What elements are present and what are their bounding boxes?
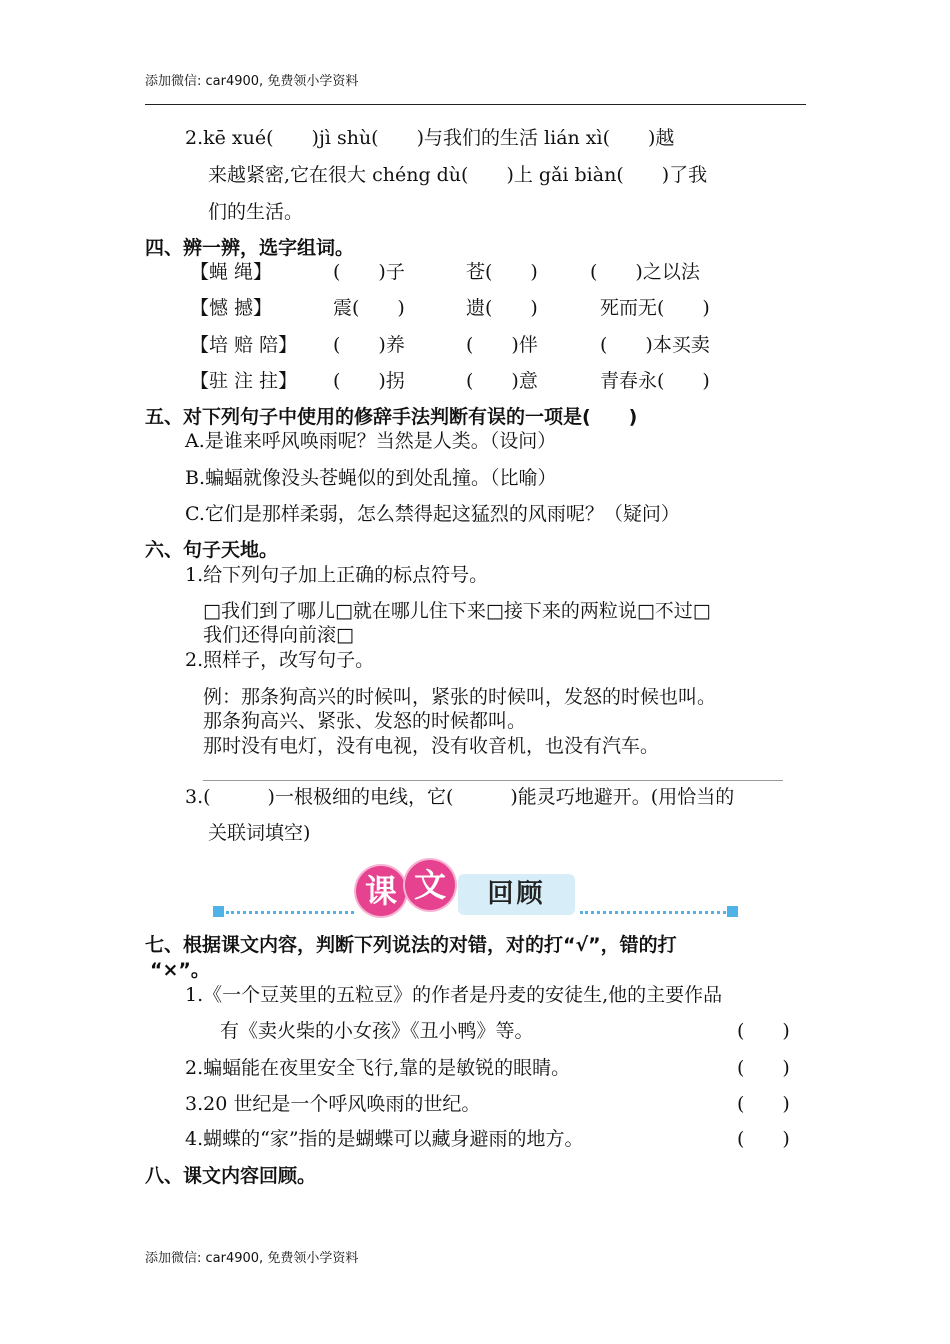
banner-char2: 文 <box>405 860 455 910</box>
s4-row4-c: 青春永( ) <box>600 370 710 392</box>
q2-line1: 2.kē xué( )jì shù( )与我们的生活 lián xì( )越 <box>185 127 675 149</box>
banner-right-dotted-line <box>580 911 726 914</box>
section7-title-line1: 七、根据课文内容，判断下列说法的对错，对的打“√”，错的打 <box>145 934 677 956</box>
banner-left-square <box>213 906 224 917</box>
answer-line <box>203 780 783 781</box>
s4-row2-c: 死而无( ) <box>600 297 710 319</box>
s7-item1-line1: 1.《一个豆荚里的五粒豆》的作者是丹麦的安徒生,他的主要作品 <box>185 984 723 1006</box>
s4-row1-c: ( )之以法 <box>590 261 700 283</box>
s7-item2-bracket: ( ) <box>737 1057 790 1079</box>
s4-row2-label: 【憾 撼】 <box>190 297 273 319</box>
s6-punct-line2: 我们还得向前滚□ <box>203 624 354 646</box>
page-header: 添加微信: car4900, 免费领小学资料 <box>145 74 359 89</box>
banner-left-dotted-line <box>226 911 354 914</box>
banner-label: 回顾 <box>458 874 575 915</box>
s7-item2: 2.蝙蝠能在夜里安全飞行,靠的是敏锐的眼睛。 <box>185 1057 571 1079</box>
s6-punct-line1: □我们到了哪儿□就在哪儿住下来□接下来的两粒说□不过□ <box>203 600 711 622</box>
s4-row4-b: ( )意 <box>466 370 538 392</box>
s7-item1-line2: 有《卖火柴的小女孩》《丑小鸭》等。 <box>220 1020 534 1042</box>
section5-title: 五、对下列句子中使用的修辞手法判断有误的一项是( ) <box>145 406 638 428</box>
s6-item2: 2.照样子，改写句子。 <box>185 649 375 671</box>
s5-option-b: B.蝙蝠就像没头苍蝇似的到处乱撞。（比喻） <box>185 467 557 489</box>
s6-item3-line2: 关联词填空) <box>208 822 311 844</box>
s7-item3: 3.20 世纪是一个呼风唤雨的世纪。 <box>185 1093 481 1115</box>
s4-row3-a: ( )养 <box>333 334 405 356</box>
s5-option-a: A.是谁来呼风唤雨呢？当然是人类。（设问） <box>185 430 557 452</box>
s7-item1-bracket: ( ) <box>737 1020 790 1042</box>
s6-item3-line1: 3.( )一根极细的电线，它( )能灵巧地避开。(用恰当的 <box>185 786 735 808</box>
s5-option-c: C.它们是那样柔弱，怎么禁得起这猛烈的风雨呢？（疑问） <box>185 503 680 525</box>
s4-row3-label: 【培 赔 陪】 <box>190 334 298 356</box>
s6-task: 那时没有电灯，没有电视，没有收音机，也没有汽车。 <box>203 735 660 757</box>
s4-row1-label: 【蝇 绳】 <box>190 261 273 283</box>
section4-title: 四、辨一辨，选字组词。 <box>145 237 355 259</box>
page-footer: 添加微信: car4900, 免费领小学资料 <box>145 1251 359 1266</box>
s6-example2: 那条狗高兴、紧张、发怒的时候都叫。 <box>203 710 527 732</box>
s4-row3-b: ( )伴 <box>466 334 538 356</box>
s4-row1-b: 苍( ) <box>466 261 538 283</box>
s7-item3-bracket: ( ) <box>737 1093 790 1115</box>
banner-right-square <box>727 906 738 917</box>
s6-example1: 例：那条狗高兴的时候叫，紧张的时候叫，发怒的时候也叫。 <box>203 686 717 708</box>
banner-char1: 课 <box>356 866 406 916</box>
section8-title: 八、课文内容回顾。 <box>145 1165 317 1187</box>
section7-title-line2: “×”。 <box>150 959 210 981</box>
s4-row1-a: ( )子 <box>333 261 405 283</box>
q2-line3: 们的生活。 <box>208 201 304 223</box>
q2-line2: 来越紧密,它在很大 chéng dù( )上 gǎi biàn( )了我 <box>208 164 708 186</box>
s7-item4: 4.蝴蝶的“家”指的是蝴蝶可以藏身避雨的地方。 <box>185 1128 584 1150</box>
s6-item1: 1.给下列句子加上正确的标点符号。 <box>185 564 489 586</box>
s4-row2-b: 遗( ) <box>466 297 538 319</box>
header-rule <box>145 104 806 105</box>
s4-row3-c: ( )本买卖 <box>600 334 710 356</box>
section6-title: 六、句子天地。 <box>145 539 279 561</box>
s4-row2-a: 震( ) <box>333 297 405 319</box>
s4-row4-label: 【驻 注 拄】 <box>190 370 298 392</box>
s7-item4-bracket: ( ) <box>737 1128 790 1150</box>
s4-row4-a: ( )拐 <box>333 370 405 392</box>
